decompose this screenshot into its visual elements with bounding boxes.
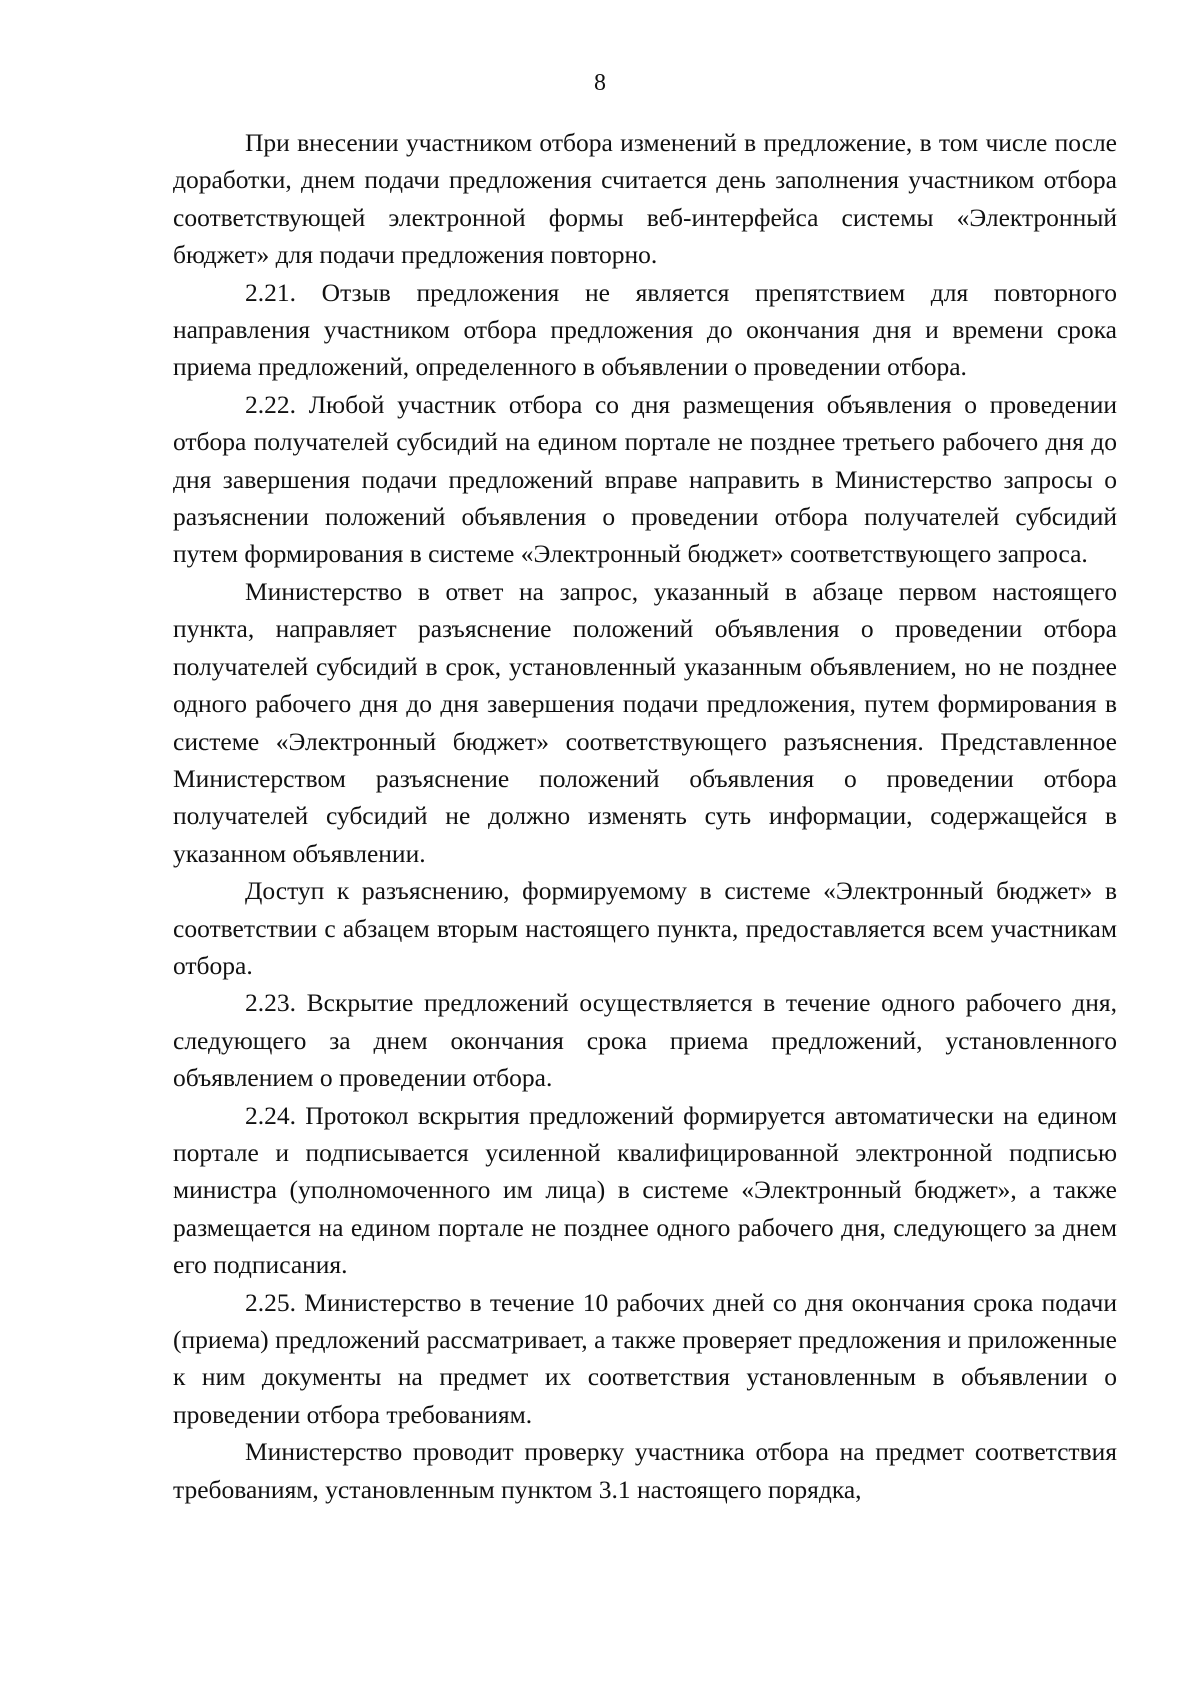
paragraph-2-25: 2.25. Министерство в течение 10 рабочих дней со дня окончания срока подачи (приема) предложений рассматривает, а также проверяет предложения и приложенные к ним документы на предмет их соответствия установленным в объявлении о проведении отбора требованиям.: [173, 1287, 1117, 1429]
paragraph-2-24: 2.24. Протокол вскрытия предложений формируется автоматически на едином портале и подписывается усиленной квалифицированной электронной подписью министра (уполномоченного им лица) в системе «Электронный бюджет», а также размещается на едином портале не позднее одного рабочего дня, следующего за днем его подписания.: [173, 1100, 1117, 1280]
paragraph-2-23: 2.23. Вскрытие предложений осуществляется в течение одного рабочего дня, следующего за днем окончания срока приема предложений, установленного объявлением о проведении отбора.: [173, 988, 1117, 1093]
paragraph-2-22: 2.22. Любой участник отбора со дня размещения объявления о проведении отбора получателей субсидий на едином портале не позднее третьего рабочего дня до дня завершения подачи предложений вправе направить в Министерство запросы о разъяснении положений объявления о проведении отбора получателей субсидий путем формирования в системе «Электронный бюджет» соответствующего запроса.: [173, 389, 1117, 569]
paragraph-2-21: 2.21. Отзыв предложения не является препятствием для повторного направления участником отбора предложения до окончания дня и времени срока приема предложений, определенного в объявлении о проведении отбора.: [173, 277, 1117, 382]
document-body: [173, 124, 1117, 1508]
page-number: 8: [594, 70, 606, 96]
paragraph-verification: Министерство проводит проверку участника отбора на предмет соответствия требованиям, установленным пунктом 3.1 настоящего порядка,: [173, 1437, 1117, 1504]
paragraph-access: Доступ к разъяснению, формируемому в системе «Электронный бюджет» в соответствии с абзацем вторым настоящего пункта, предоставляется всем участникам отбора.: [173, 876, 1117, 980]
paragraph-ministry-response: Министерство в ответ на запрос, указанный в абзаце первом настоящего пункта, направляет разъяснение положений объявления о проведении отбора получателей субсидий в срок, установленный указанным объявлением, но не позднее одного рабочего дня до дня завершения подачи предложения, путем формирования в системе «Электронный бюджет» соответствующего разъяснения. Представленное Министерством разъяснение положений объявления о проведении отбора получателей субсидий не должно изменять суть информации, содержащейся в указанном объявлении.: [173, 576, 1117, 868]
paragraph-resubmission: При внесении участником отбора изменений в предложение, в том числе после доработки, днем подачи предложения считается день заполнения участником отбора соответствующей электронной формы веб-интерфейса системы «Электронный бюджет» для подачи предложения повторно.: [173, 128, 1117, 270]
